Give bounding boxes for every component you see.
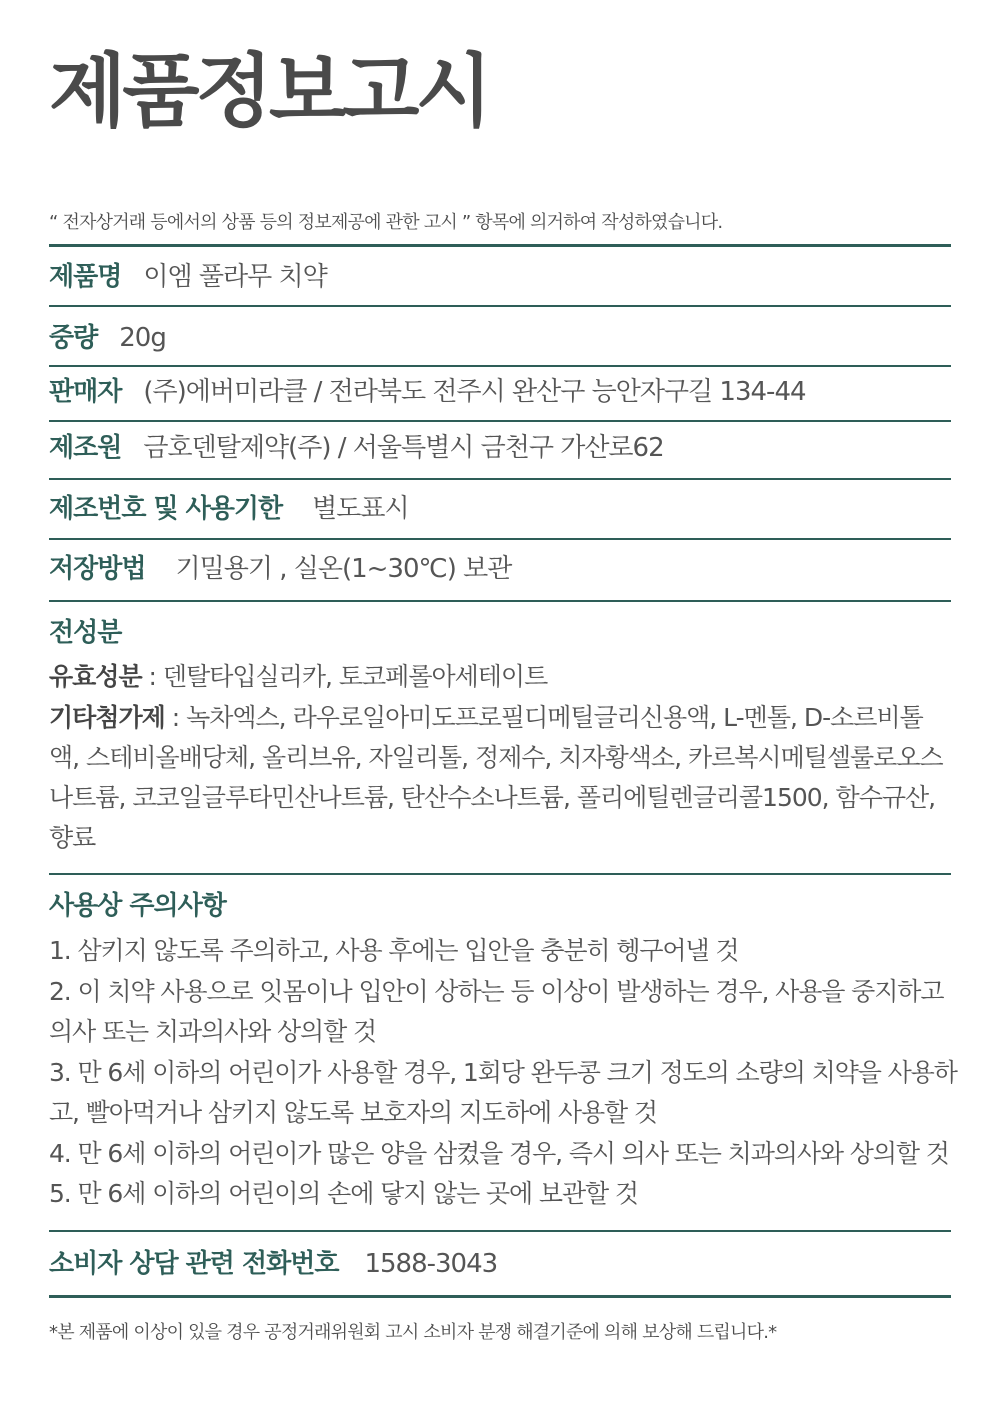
row-label: 중량 — [49, 323, 98, 353]
row-value: 20g — [119, 323, 166, 353]
divider — [49, 244, 951, 247]
row-label: 제조원 — [49, 433, 122, 463]
row-label: 제조번호 및 사용기한 — [49, 494, 283, 524]
active-ingredients-label: 유효성분 — [49, 662, 142, 691]
row-label: 저장방법 — [49, 554, 146, 584]
row-value: (주)에버미라클 / 전라북도 전주시 완산구 능안자구길 134-44 — [143, 377, 806, 407]
divider — [49, 478, 951, 480]
cautions-list — [49, 931, 959, 1215]
row-value: 별도표시 — [312, 494, 409, 524]
list-item: 3. 만 6세 이하의 어린이가 사용할 경우, 1회당 완두콩 크기 정도의 소량의 치약을 사용하고, 빨아먹거나 삼키지 않도록 보호자의 지도하에 사용할 것 — [49, 1057, 957, 1127]
other-additives — [49, 698, 951, 858]
cautions-heading: 사용상 주의사항 — [49, 891, 226, 921]
list-item: 1. 삼키지 않도록 주의하고, 사용 후에는 입안을 충분히 헹구어낼 것 — [49, 936, 739, 965]
row-value: 기밀용기 , 실온(1~30℃) 보관 — [175, 554, 512, 584]
active-ingredients-value: : 덴탈타입실리카, 토코페롤아세테이트 — [141, 662, 548, 691]
row-storage — [49, 556, 951, 582]
row-value: 이엠 풀라무 치약 — [143, 262, 327, 292]
ingredients-heading: 전성분 — [49, 618, 122, 648]
divider — [49, 365, 951, 367]
row-seller — [49, 379, 951, 405]
row-contact — [49, 1251, 951, 1277]
row-manufacturer — [49, 435, 951, 461]
list-item: 5. 만 6세 이하의 어린이의 손에 닿지 않는 곳에 보관할 것 — [49, 1179, 638, 1208]
divider — [49, 305, 951, 307]
other-additives-label: 기타첨가제 — [49, 703, 165, 732]
notice-text: “ 전자상거래 등에서의 상품 등의 정보제공에 관한 고시 ” 항목에 의거하여 작성하였습니다. — [49, 212, 723, 233]
list-item: 2. 이 치약 사용으로 잇몸이나 입안이 상하는 등 이상이 발생하는 경우, 사용을 중지하고 의사 또는 치과의사와 상의할 것 — [49, 976, 944, 1046]
row-label: 판매자 — [49, 377, 122, 407]
active-ingredients — [49, 657, 951, 697]
footnote: *본 제품에 이상이 있을 경우 공정거래위원회 고시 소비자 분쟁 해결기준에 의해 보상해 드립니다.* — [49, 1322, 777, 1343]
divider — [49, 1295, 951, 1298]
divider — [49, 873, 951, 875]
page-title: 제품정보고시 — [49, 45, 489, 138]
list-item: 4. 만 6세 이하의 어린이가 많은 양을 삼켰을 경우, 즉시 의사 또는 치과의사와 상의할 것 — [49, 1138, 949, 1168]
row-value: 금호덴탈제약(주) / 서울특별시 금천구 가산로62 — [143, 433, 664, 463]
divider — [49, 1230, 951, 1232]
row-product-name — [49, 264, 951, 290]
divider — [49, 420, 951, 422]
contact-label: 소비자 상담 관련 전화번호 — [49, 1249, 339, 1279]
divider — [49, 538, 951, 540]
contact-phone: 1588-3043 — [364, 1249, 498, 1279]
divider — [49, 600, 951, 602]
other-additives-value: : 녹차엑스, 라우로일아미도프로필디메틸글리신용액, L-멘톨, D-소르비톨액, 스테비올배당체, 올리브유, 자일리톨, 정제수, 치자황색소, 카르복시메틸셀룰로오스나트륨, 코코일글루타민산나트륨, 탄산수소나트륨, 폴리에틸렌글리콜1500, 함수규산, 향료 — [49, 703, 943, 852]
row-label: 제품명 — [49, 262, 122, 292]
row-lot-expiry — [49, 496, 951, 522]
row-weight — [49, 325, 951, 351]
